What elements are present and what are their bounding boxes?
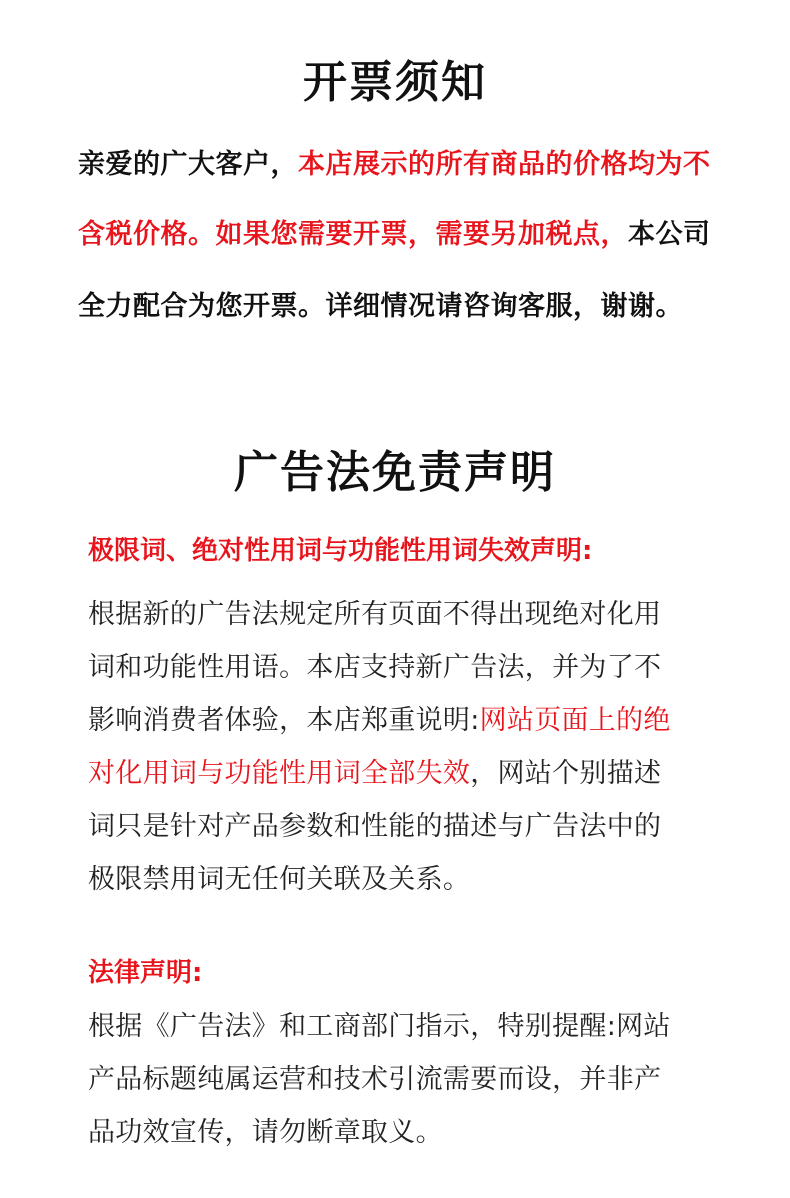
invoice-highlight-segment: 本店展示的所有商品的价格均为不 xyxy=(298,149,711,180)
legal-text-line xyxy=(88,1110,443,1149)
legal-text-segment: 根据《广告法》和工商部门指示，特别提醒:网站 xyxy=(88,1011,671,1042)
disclaimer-text-line xyxy=(88,698,671,737)
disclaimer-text-line xyxy=(88,592,661,631)
disclaimer-highlight-segment: 网站页面上的绝 xyxy=(479,705,671,736)
disclaimer-text-segment: 词只是针对产品参数和性能的描述与广告法中的 xyxy=(88,811,662,842)
legal-text-segment: 产品标题纯属运营和技术引流需要而设，并非产 xyxy=(88,1064,662,1095)
legal-text-segment: 品功效宣传，请勿断章取义。 xyxy=(88,1117,443,1148)
disclaimer-text-line xyxy=(88,804,661,843)
invoice-text-segment: 亲爱的广大客户， xyxy=(78,149,298,180)
disclaimer-highlight-segment: 对化用词与功能性用词全部失效 xyxy=(88,758,471,789)
disclaimer-text-line xyxy=(88,645,661,684)
disclaimer-text-segment: 词和功能性用语。本店支持新广告法，并为了不 xyxy=(88,652,662,683)
limit-words-heading: 极限词、绝对性用词与功能性用词失效声明: xyxy=(88,536,593,566)
legal-text-line xyxy=(88,1004,671,1043)
disclaimer-text-segment: 影响消费者体验，本店郑重说明: xyxy=(88,705,480,736)
disclaimer-text-line xyxy=(88,751,661,790)
invoice-text-segment: 本公司 xyxy=(628,219,711,250)
disclaimer-text-segment: 根据新的广告法规定所有页面不得出现绝对化用 xyxy=(88,599,662,630)
invoice-text-line xyxy=(78,284,683,323)
invoice-notice-title: 开票须知 xyxy=(303,57,487,108)
disclaimer-text-segment: 极限禁用词无任何关联及关系。 xyxy=(88,864,471,895)
legal-statement-heading: 法律声明: xyxy=(88,958,203,988)
invoice-text-line xyxy=(78,142,711,181)
legal-text-line xyxy=(88,1057,661,1096)
invoice-text-segment: 全力配合为您开票。详细情况请咨询客服，谢谢。 xyxy=(78,291,683,322)
disclaimer-text-line xyxy=(88,857,470,896)
invoice-highlight-segment: 含税价格。如果您需要开票，需要另加税点， xyxy=(78,219,628,250)
invoice-text-line xyxy=(78,212,711,251)
disclaimer-text-segment: ，网站个别描述 xyxy=(470,758,662,789)
ad-law-disclaimer-title: 广告法免责声明 xyxy=(234,447,556,498)
